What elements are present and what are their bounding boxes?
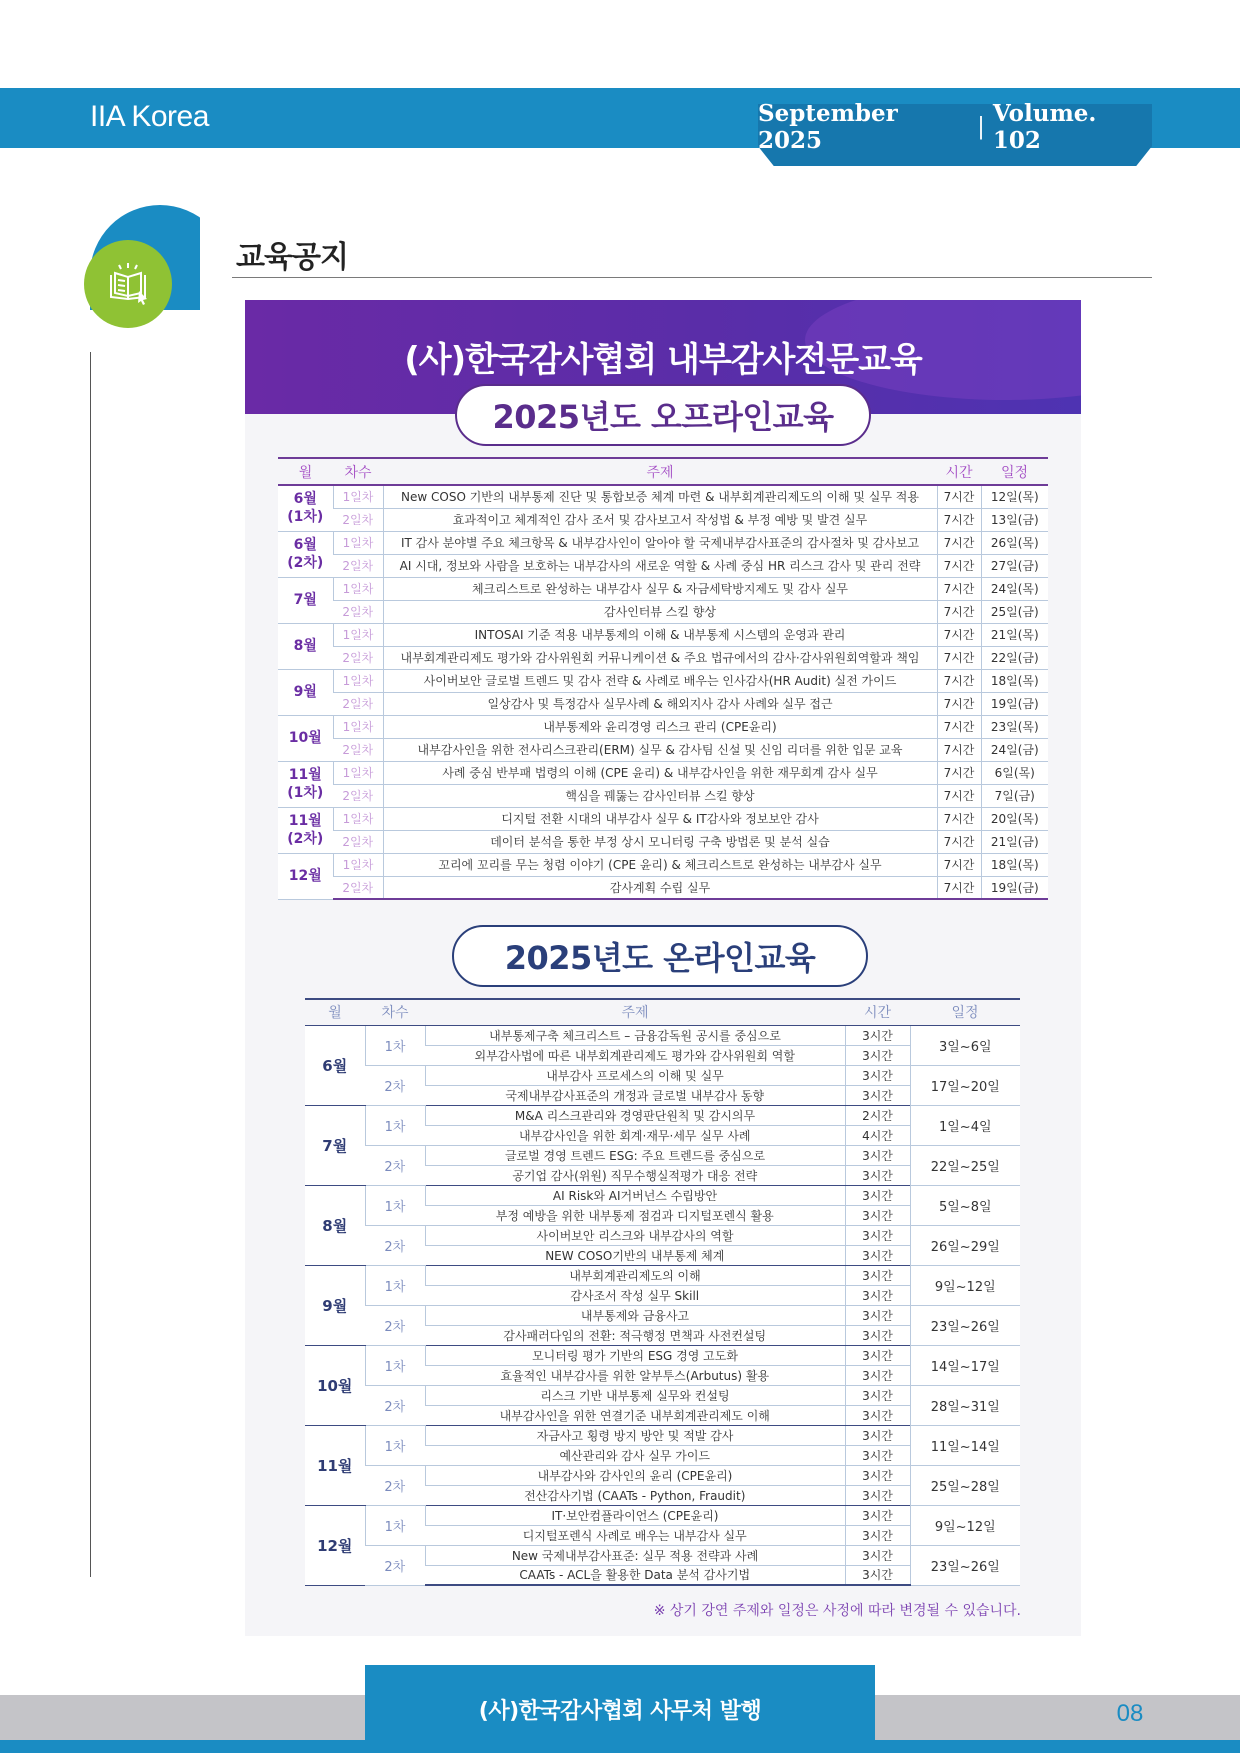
round-order: 2차 bbox=[365, 1385, 425, 1425]
session-topic: 내부감사인을 위한 전사리스크관리(ERM) 실무 & 감사팀 신설 및 신임 리더를 위한 입문 교육 bbox=[383, 738, 937, 761]
session-order: 1일차 bbox=[333, 623, 383, 646]
table-row bbox=[278, 554, 1048, 577]
session-topic: 내부통제와 윤리경영 리스크 관리 (CPE윤리) bbox=[383, 715, 937, 738]
round-order: 2차 bbox=[365, 1145, 425, 1185]
session-hours: 7시간 bbox=[937, 784, 981, 807]
session-hours: 7시간 bbox=[937, 669, 981, 692]
table-row bbox=[278, 531, 1048, 554]
course-topic: 공기업 감사(위원) 직무수행실적평가 대응 전략 bbox=[425, 1165, 845, 1185]
round-date: 1일~4일 bbox=[910, 1105, 1020, 1145]
course-hours: 3시간 bbox=[845, 1285, 910, 1305]
course-topic: 국제내부감사표준의 개정과 글로벌 내부감사 동향 bbox=[425, 1085, 845, 1105]
issue-volume: Volume. 102 bbox=[992, 100, 1097, 154]
month-cell: 11월 (2차) bbox=[278, 807, 333, 853]
session-date: 25일(금) bbox=[981, 600, 1048, 623]
course-topic: 사이버보안 리스크와 내부감사의 역할 bbox=[425, 1225, 845, 1245]
course-hours: 4시간 bbox=[845, 1125, 910, 1145]
session-topic: 감사계획 수립 실무 bbox=[383, 876, 937, 899]
offline-title: 2025년도 오프라인교육 bbox=[455, 384, 871, 446]
session-hours: 7시간 bbox=[937, 531, 981, 554]
round-order: 1차 bbox=[365, 1265, 425, 1305]
course-hours: 3시간 bbox=[845, 1405, 910, 1425]
page-number: 08 bbox=[1116, 1700, 1144, 1727]
session-order: 2일차 bbox=[333, 876, 383, 899]
round-order: 1차 bbox=[365, 1425, 425, 1465]
course-hours: 3시간 bbox=[845, 1065, 910, 1085]
session-order: 1일차 bbox=[333, 485, 383, 508]
round-order: 1차 bbox=[365, 1505, 425, 1545]
table-row bbox=[278, 784, 1048, 807]
month-cell: 7월 bbox=[278, 577, 333, 623]
month-cell: 12월 bbox=[305, 1505, 365, 1585]
brand-logo: IIA Korea bbox=[90, 100, 209, 133]
course-topic: NEW COSO기반의 내부통제 체계 bbox=[425, 1245, 845, 1265]
table-row bbox=[305, 1305, 1020, 1325]
table-row bbox=[305, 1505, 1020, 1525]
course-topic: 내부감사인을 위한 회계·재무·세무 실무 사례 bbox=[425, 1125, 845, 1145]
table-row bbox=[278, 853, 1048, 876]
session-date: 24일(목) bbox=[981, 577, 1048, 600]
table-row bbox=[278, 715, 1048, 738]
session-date: 19일(금) bbox=[981, 876, 1048, 899]
month-cell: 9월 bbox=[278, 669, 333, 715]
column-header: 일정 bbox=[981, 458, 1048, 485]
course-hours: 3시간 bbox=[845, 1025, 910, 1045]
round-date: 9일~12일 bbox=[910, 1505, 1020, 1545]
round-date: 23일~26일 bbox=[910, 1305, 1020, 1345]
round-date: 3일~6일 bbox=[910, 1025, 1020, 1065]
course-hours: 2시간 bbox=[845, 1105, 910, 1125]
column-header: 시간 bbox=[937, 458, 981, 485]
course-topic: 리스크 기반 내부통제 실무와 컨설팅 bbox=[425, 1385, 845, 1405]
session-order: 2일차 bbox=[333, 784, 383, 807]
course-topic: 내부통제구축 체크리스트 – 금융감독원 공시를 중심으로 bbox=[425, 1025, 845, 1045]
title-divider bbox=[232, 277, 1152, 278]
course-hours: 3시간 bbox=[845, 1205, 910, 1225]
round-date: 5일~8일 bbox=[910, 1185, 1020, 1225]
session-order: 1일차 bbox=[333, 853, 383, 876]
session-topic: 효과적이고 체계적인 감사 조서 및 감사보고서 작성법 & 부정 예방 및 발견 실무 bbox=[383, 508, 937, 531]
month-cell: 6월 bbox=[305, 1025, 365, 1105]
round-order: 2차 bbox=[365, 1065, 425, 1105]
course-topic: 부정 예방을 위한 내부통제 점검과 디지털포렌식 활용 bbox=[425, 1205, 845, 1225]
online-schedule-table bbox=[305, 998, 1020, 1586]
table-row bbox=[305, 1025, 1020, 1045]
course-hours: 3시간 bbox=[845, 1245, 910, 1265]
poster-headline: (사)한국감사협회 내부감사전문교육 bbox=[404, 340, 922, 380]
session-topic: New COSO 기반의 내부통제 진단 및 통합보증 체계 마련 & 내부회계관리제도의 이해 및 실무 적용 bbox=[383, 485, 937, 508]
table-row bbox=[305, 1545, 1020, 1565]
table-row bbox=[278, 738, 1048, 761]
round-order: 2차 bbox=[365, 1305, 425, 1345]
session-topic: 핵심을 꿰뚫는 감사인터뷰 스킬 향상 bbox=[383, 784, 937, 807]
course-topic: 내부감사와 감사인의 윤리 (CPE윤리) bbox=[425, 1465, 845, 1485]
session-date: 26일(목) bbox=[981, 531, 1048, 554]
course-hours: 3시간 bbox=[845, 1505, 910, 1525]
round-date: 9일~12일 bbox=[910, 1265, 1020, 1305]
column-header: 주제 bbox=[383, 458, 937, 485]
session-hours: 7시간 bbox=[937, 623, 981, 646]
round-order: 2차 bbox=[365, 1225, 425, 1265]
session-topic: 사례 중심 반부패 법령의 이해 (CPE 윤리) & 내부감사인을 위한 재무회계 감사 실무 bbox=[383, 761, 937, 784]
round-date: 17일~20일 bbox=[910, 1065, 1020, 1105]
course-topic: 글로벌 경영 트렌드 ESG: 주요 트렌드를 중심으로 bbox=[425, 1145, 845, 1165]
book-icon bbox=[84, 240, 172, 328]
table-row bbox=[305, 1065, 1020, 1085]
course-hours: 3시간 bbox=[845, 1465, 910, 1485]
round-date: 14일~17일 bbox=[910, 1345, 1020, 1385]
table-row bbox=[278, 508, 1048, 531]
course-hours: 3시간 bbox=[845, 1325, 910, 1345]
session-hours: 7시간 bbox=[937, 807, 981, 830]
course-hours: 3시간 bbox=[845, 1345, 910, 1365]
session-order: 2일차 bbox=[333, 830, 383, 853]
session-hours: 7시간 bbox=[937, 554, 981, 577]
course-topic: 모니터링 평가 기반의 ESG 경영 고도화 bbox=[425, 1345, 845, 1365]
course-topic: 자금사고 횡령 방지 방안 및 적발 감사 bbox=[425, 1425, 845, 1445]
session-topic: 체크리스트로 완성하는 내부감사 실무 & 자금세탁방지제도 및 감사 실무 bbox=[383, 577, 937, 600]
course-topic: 전산감사기법 (CAATs - Python, Fraudit) bbox=[425, 1485, 845, 1505]
month-cell: 9월 bbox=[305, 1265, 365, 1345]
month-cell: 8월 bbox=[278, 623, 333, 669]
table-row bbox=[278, 830, 1048, 853]
round-date: 28일~31일 bbox=[910, 1385, 1020, 1425]
course-topic: 외부감사법에 따른 내부회계관리제도 평가와 감사위원회 역할 bbox=[425, 1045, 845, 1065]
month-cell: 10월 bbox=[305, 1345, 365, 1425]
column-header: 월 bbox=[278, 458, 333, 485]
session-hours: 7시간 bbox=[937, 577, 981, 600]
table-row bbox=[278, 807, 1048, 830]
column-header: 주제 bbox=[425, 999, 845, 1025]
month-cell: 7월 bbox=[305, 1105, 365, 1185]
session-order: 2일차 bbox=[333, 508, 383, 531]
course-hours: 3시간 bbox=[845, 1185, 910, 1205]
course-topic: 내부감사인을 위한 연결기준 내부회계관리제도 이해 bbox=[425, 1405, 845, 1425]
round-date: 23일~26일 bbox=[910, 1545, 1020, 1585]
course-topic: CAATs - ACL을 활용한 Data 분석 감사기법 bbox=[425, 1565, 845, 1585]
offline-schedule-table bbox=[278, 457, 1048, 900]
session-order: 2일차 bbox=[333, 600, 383, 623]
session-hours: 7시간 bbox=[937, 646, 981, 669]
session-hours: 7시간 bbox=[937, 830, 981, 853]
round-order: 1차 bbox=[365, 1185, 425, 1225]
table-row bbox=[305, 1345, 1020, 1365]
session-date: 23일(목) bbox=[981, 715, 1048, 738]
session-date: 19일(금) bbox=[981, 692, 1048, 715]
course-topic: 효율적인 내부감사를 위한 알부투스(Arbutus) 활용 bbox=[425, 1365, 845, 1385]
course-topic: 디지털포렌식 사례로 배우는 내부감사 실무 bbox=[425, 1525, 845, 1545]
issue-separator: | bbox=[977, 114, 985, 140]
session-hours: 7시간 bbox=[937, 853, 981, 876]
session-date: 12일(목) bbox=[981, 485, 1048, 508]
table-row bbox=[305, 1385, 1020, 1405]
session-topic: 일상감사 및 특정감사 실무사례 & 해외지사 감사 사례와 실무 접근 bbox=[383, 692, 937, 715]
session-hours: 7시간 bbox=[937, 508, 981, 531]
round-date: 26일~29일 bbox=[910, 1225, 1020, 1265]
session-hours: 7시간 bbox=[937, 738, 981, 761]
course-hours: 3시간 bbox=[845, 1085, 910, 1105]
session-order: 2일차 bbox=[333, 554, 383, 577]
course-topic: 내부감사 프로세스의 이해 및 실무 bbox=[425, 1065, 845, 1085]
issue-label bbox=[758, 100, 1152, 154]
session-topic: 사이버보안 글로벌 트렌드 및 감사 전략 & 사례로 배우는 인사감사(HR Audit) 실전 가이드 bbox=[383, 669, 937, 692]
month-cell: 12월 bbox=[278, 853, 333, 899]
session-date: 6일(목) bbox=[981, 761, 1048, 784]
session-order: 1일차 bbox=[333, 577, 383, 600]
course-hours: 3시간 bbox=[845, 1545, 910, 1565]
session-date: 27일(금) bbox=[981, 554, 1048, 577]
column-header: 차수 bbox=[365, 999, 425, 1025]
table-row bbox=[278, 600, 1048, 623]
course-hours: 3시간 bbox=[845, 1485, 910, 1505]
session-date: 13일(금) bbox=[981, 508, 1048, 531]
month-cell: 6월 (2차) bbox=[278, 531, 333, 577]
session-order: 2일차 bbox=[333, 738, 383, 761]
column-header: 시간 bbox=[845, 999, 910, 1025]
session-hours: 7시간 bbox=[937, 692, 981, 715]
session-topic: 데이터 분석을 통한 부정 상시 모니터링 구축 방법론 및 분석 실습 bbox=[383, 830, 937, 853]
session-topic: IT 감사 분야별 주요 체크항목 & 내부감사인이 알아야 할 국제내부감사표준의 감사절차 및 감사보고 bbox=[383, 531, 937, 554]
session-order: 1일차 bbox=[333, 531, 383, 554]
round-order: 1차 bbox=[365, 1025, 425, 1065]
publisher-label: (사)한국감사협회 사무처 발행 bbox=[365, 1665, 875, 1753]
column-header: 일정 bbox=[910, 999, 1020, 1025]
table-row bbox=[278, 485, 1048, 508]
course-hours: 3시간 bbox=[845, 1425, 910, 1445]
session-hours: 7시간 bbox=[937, 761, 981, 784]
month-cell: 10월 bbox=[278, 715, 333, 761]
session-order: 1일차 bbox=[333, 715, 383, 738]
month-cell: 6월 (1차) bbox=[278, 485, 333, 531]
course-topic: 내부통제와 금융사고 bbox=[425, 1305, 845, 1325]
round-order: 1차 bbox=[365, 1105, 425, 1145]
session-hours: 7시간 bbox=[937, 485, 981, 508]
session-topic: 감사인터뷰 스킬 향상 bbox=[383, 600, 937, 623]
round-order: 2차 bbox=[365, 1465, 425, 1505]
session-order: 2일차 bbox=[333, 692, 383, 715]
table-row bbox=[305, 1465, 1020, 1485]
round-order: 1차 bbox=[365, 1345, 425, 1385]
session-date: 18일(목) bbox=[981, 853, 1048, 876]
month-cell: 8월 bbox=[305, 1185, 365, 1265]
table-row bbox=[278, 623, 1048, 646]
table-row bbox=[278, 761, 1048, 784]
table-row bbox=[305, 1145, 1020, 1165]
table-row bbox=[278, 669, 1048, 692]
round-order: 2차 bbox=[365, 1545, 425, 1585]
session-order: 2일차 bbox=[333, 646, 383, 669]
course-hours: 3시간 bbox=[845, 1305, 910, 1325]
session-hours: 7시간 bbox=[937, 715, 981, 738]
section-title: 교육공지 bbox=[236, 240, 348, 275]
course-topic: 예산관리와 감사 실무 가이드 bbox=[425, 1445, 845, 1465]
course-topic: IT·보안컴플라이언스 (CPE윤리) bbox=[425, 1505, 845, 1525]
table-row bbox=[305, 1105, 1020, 1125]
session-hours: 7시간 bbox=[937, 876, 981, 899]
month-cell: 11월 bbox=[305, 1425, 365, 1505]
session-date: 21일(금) bbox=[981, 830, 1048, 853]
table-row bbox=[278, 692, 1048, 715]
month-cell: 11월 (1차) bbox=[278, 761, 333, 807]
course-hours: 3시간 bbox=[845, 1525, 910, 1545]
session-order: 1일차 bbox=[333, 669, 383, 692]
column-header: 차수 bbox=[333, 458, 383, 485]
course-topic: M&A 리스크관리와 경영판단원칙 및 감시의무 bbox=[425, 1105, 845, 1125]
course-hours: 3시간 bbox=[845, 1145, 910, 1165]
session-date: 7일(금) bbox=[981, 784, 1048, 807]
course-hours: 3시간 bbox=[845, 1365, 910, 1385]
session-topic: 디지털 전환 시대의 내부감사 실무 & IT감사와 정보보안 감사 bbox=[383, 807, 937, 830]
round-date: 22일~25일 bbox=[910, 1145, 1020, 1185]
session-date: 21일(목) bbox=[981, 623, 1048, 646]
course-topic: 감사조서 작성 실무 Skill bbox=[425, 1285, 845, 1305]
course-hours: 3시간 bbox=[845, 1385, 910, 1405]
course-hours: 3시간 bbox=[845, 1225, 910, 1245]
issue-date: September 2025 bbox=[758, 100, 898, 154]
course-topic: 내부회계관리제도의 이해 bbox=[425, 1265, 845, 1285]
course-hours: 3시간 bbox=[845, 1265, 910, 1285]
session-topic: 내부회계관리제도 평가와 감사위원회 커뮤니케이션 & 주요 법규에서의 감사·감사위원회역할과 책임 bbox=[383, 646, 937, 669]
column-header: 월 bbox=[305, 999, 365, 1025]
table-row bbox=[305, 1425, 1020, 1445]
course-topic: New 국제내부감사표준: 실무 적용 전략과 사례 bbox=[425, 1545, 845, 1565]
session-topic: INTOSAI 기준 적용 내부통제의 이해 & 내부통제 시스템의 운영과 관리 bbox=[383, 623, 937, 646]
course-hours: 3시간 bbox=[845, 1565, 910, 1585]
course-hours: 3시간 bbox=[845, 1045, 910, 1065]
table-row bbox=[305, 1225, 1020, 1245]
table-row bbox=[278, 646, 1048, 669]
table-row bbox=[305, 1265, 1020, 1285]
course-topic: AI Risk와 AI거버넌스 수립방안 bbox=[425, 1185, 845, 1205]
round-date: 11일~14일 bbox=[910, 1425, 1020, 1465]
table-row bbox=[278, 577, 1048, 600]
session-topic: AI 시대, 정보와 사람을 보호하는 내부감사의 새로운 역할 & 사례 중심 HR 리스크 감사 및 관리 전략 bbox=[383, 554, 937, 577]
session-date: 20일(목) bbox=[981, 807, 1048, 830]
session-date: 22일(금) bbox=[981, 646, 1048, 669]
education-poster bbox=[245, 300, 1081, 1636]
course-topic: 감사패러다임의 전환: 적극행정 면책과 사전컨설팅 bbox=[425, 1325, 845, 1345]
session-order: 1일차 bbox=[333, 807, 383, 830]
session-date: 24일(금) bbox=[981, 738, 1048, 761]
side-divider bbox=[90, 352, 91, 1577]
table-row bbox=[305, 1185, 1020, 1205]
online-title: 2025년도 온라인교육 bbox=[452, 925, 868, 987]
schedule-note: ※ 상기 강연 주제와 일정은 사정에 따라 변경될 수 있습니다. bbox=[653, 1603, 1021, 1619]
session-order: 1일차 bbox=[333, 761, 383, 784]
course-hours: 3시간 bbox=[845, 1445, 910, 1465]
session-date: 18일(목) bbox=[981, 669, 1048, 692]
session-topic: 꼬리에 꼬리를 무는 청렴 이야기 (CPE 윤리) & 체크리스트로 완성하는 내부감사 실무 bbox=[383, 853, 937, 876]
session-hours: 7시간 bbox=[937, 600, 981, 623]
round-date: 25일~28일 bbox=[910, 1465, 1020, 1505]
course-hours: 3시간 bbox=[845, 1165, 910, 1185]
table-row bbox=[278, 876, 1048, 899]
